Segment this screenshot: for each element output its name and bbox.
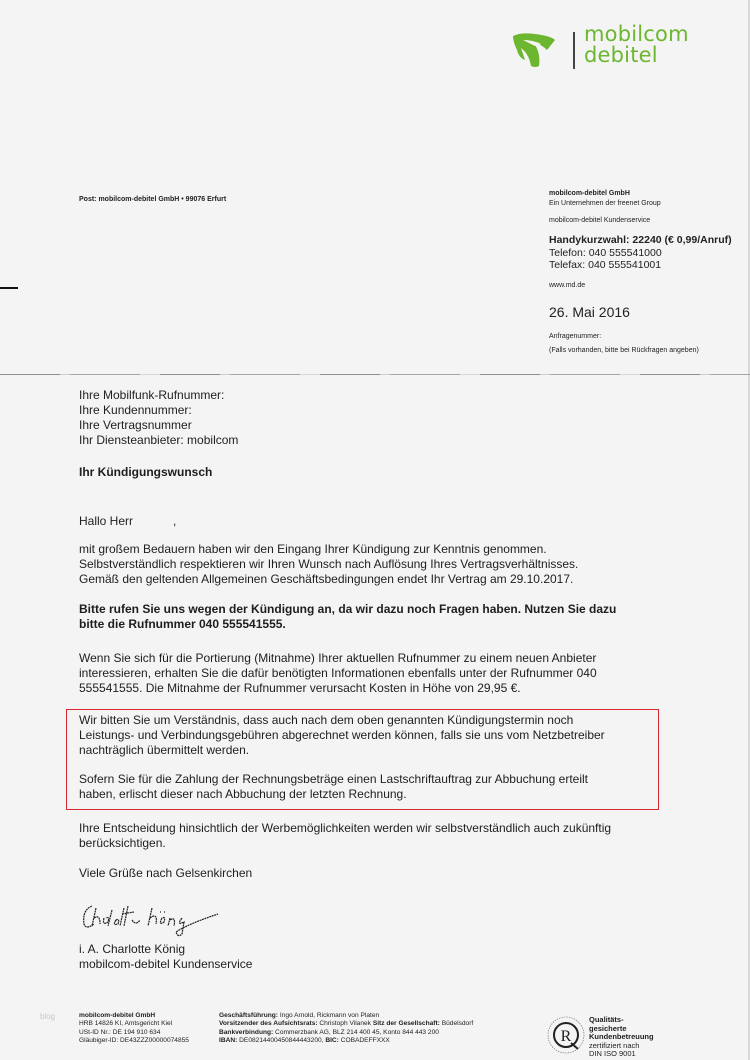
footer-creditor-id: Gläubiger-ID: DE43ZZZ00000074855 xyxy=(79,1037,189,1045)
notice-paragraph-direct-debit xyxy=(79,772,588,802)
p4-line-2: berücksichtigen. xyxy=(79,836,166,850)
footer-legal-info xyxy=(219,1012,473,1046)
bic-label: BIC: xyxy=(325,1037,339,1045)
fold-line xyxy=(0,374,750,375)
customer-number-label: Ihre Kundennummer: xyxy=(79,403,192,417)
closing-greeting: Viele Grüße nach Gelsenkirchen xyxy=(79,866,253,880)
seat-label: Sitz der Gesellschaft: xyxy=(372,1020,440,1028)
provider-label: Ihr Diensteanbieter: mobilcom xyxy=(79,433,239,447)
bic-value: COBADEFFXXX xyxy=(338,1037,390,1045)
notice-p2-line-2: haben, erlischt dieser nach Abbuchung der letzten Rechnung. xyxy=(79,787,407,801)
logo-line-1: mobilcom xyxy=(584,22,689,46)
bank-value: Commerzbank AG, BLZ 214 400 45, Konto 844 443 200 xyxy=(273,1028,439,1036)
p2-line-1: Bitte rufen Sie uns wegen der Kündigung an, da wir dazu noch Fragen haben. Nutzen Sie dazu xyxy=(79,602,617,616)
signatory-department: mobilcom-debitel Kundenservice xyxy=(79,957,253,971)
svg-text:R: R xyxy=(560,1028,572,1045)
watermark-text: blog xyxy=(40,1012,56,1021)
notice-p1-line-1: Wir bitten Sie um Verständnis, dass auch nach dem oben genannten Kündigungstermin noch xyxy=(79,713,574,727)
seat-value: Büdelsdorf xyxy=(439,1020,474,1028)
quality-line-5: DIN ISO 9001 xyxy=(589,1049,636,1059)
reference-block xyxy=(79,388,238,448)
p1-line-1: mit großem Bedauern haben wir den Eingang Ihrer Kündigung zur Kenntnis genommen. xyxy=(79,542,547,556)
paragraph-advertising xyxy=(79,821,611,851)
footer-company-name: mobilcom-debitel GmbH xyxy=(79,1012,156,1019)
p3-line-3: 555541555. Die Mitnahme der Rufnummer verursacht Kosten in Höhe von 29,95 €. xyxy=(79,681,521,695)
paragraph-cancellation-confirmed xyxy=(79,542,578,587)
brand-logo-icon xyxy=(511,30,557,70)
notice-p1-line-2: Leistungs- und Verbindungsgebühren abgerechnet werden können, falls sie uns vom Netzbetreiber xyxy=(79,728,605,742)
request-number-hint: (Falls vorhanden, bitte bei Rückfragen angeben) xyxy=(549,346,699,354)
quality-seal-icon xyxy=(545,1013,587,1057)
iban-value: DE08214400450844443200, xyxy=(237,1037,326,1045)
board-label: Vorsitzender des Aufsichtsrats: xyxy=(219,1020,318,1028)
footer-register: HRB 14826 KI, Amtsgericht Kiel xyxy=(79,1020,173,1028)
signature-block xyxy=(79,942,252,972)
footer-vat-id: USt-ID Nr.: DE 194 910 634 xyxy=(79,1028,161,1036)
mobilcom-debitel-logo xyxy=(511,22,701,78)
handwritten-signature xyxy=(78,900,248,940)
signatory-name: i. A. Charlotte König xyxy=(79,942,186,956)
notice-p1-line-3: nachträglich übermittelt werden. xyxy=(79,743,250,757)
p1-line-3: Gemäß den geltenden Allgemeinen Geschäftsbedingungen endet Ihr Vertrag am 29.10.2017. xyxy=(79,572,574,586)
p2-line-2: bitte die Rufnummer 040 555541555. xyxy=(79,617,286,631)
quality-line-3: Kundenbetreuung xyxy=(589,1032,654,1042)
management-label: Geschäftsführung: xyxy=(219,1012,278,1019)
iban-label: IBAN: xyxy=(219,1037,238,1045)
letter-date: 26. Mai 2016 xyxy=(549,303,630,320)
website: www.md.de xyxy=(549,281,586,289)
management-value: Ingo Arnold, Rickmann von Platen xyxy=(277,1012,380,1019)
quality-line-4: zertifiziert nach xyxy=(589,1040,640,1050)
fax-number: Telefax: 040 555541001 xyxy=(549,259,662,271)
board-value: Christoph Vilanek xyxy=(317,1020,373,1028)
bank-label: Bankverbindung: xyxy=(219,1028,274,1036)
logo-wordmark xyxy=(584,24,689,66)
quality-certification xyxy=(589,1016,654,1059)
subject-line: Ihr Kündigungswunsch xyxy=(79,465,213,479)
sender-address-line: Post: mobilcom-debitel GmbH • 99076 Erfurt xyxy=(79,196,227,203)
footer-company-register xyxy=(79,1012,189,1046)
request-number-label: Anfragenummer: xyxy=(549,332,602,340)
mobile-number-label: Ihre Mobilfunk-Rufnummer: xyxy=(79,388,225,402)
company-info-block xyxy=(549,189,744,356)
p4-line-1: Ihre Entscheidung hinsichtlich der Werbemöglichkeiten werden wir selbstverständlich auch zukünftig xyxy=(79,821,612,835)
company-name: mobilcom-debitel GmbH xyxy=(549,190,630,197)
paragraph-number-porting xyxy=(79,651,597,696)
contract-number-label: Ihre Vertragsnummer xyxy=(79,418,192,432)
p1-line-2: Selbstverständlich respektieren wir Ihren Wunsch nach Auflösung Ihres Vertragsverhältnisses. xyxy=(79,557,579,571)
company-group: Ein Unternehmen der freenet Group xyxy=(549,200,661,207)
logo-divider xyxy=(573,32,575,69)
phone-number: Telefon: 040 555541000 xyxy=(549,246,662,259)
scan-mark xyxy=(0,287,18,289)
quality-line-2: gesicherte xyxy=(589,1023,627,1033)
p3-line-2: interessieren, erhalten Sie die dafür benötigten Informationen ebenfalls unter der Rufnummer 040 xyxy=(79,666,597,680)
quality-line-1: Qualitäts- xyxy=(589,1015,624,1024)
p3-line-1: Wenn Sie sich für die Portierung (Mitnahme) Ihrer aktuellen Rufnummer zu einem neuen Anbieter xyxy=(79,651,597,665)
notice-paragraph-fees xyxy=(79,713,605,758)
shortdial-number: Handykurzwahl: 22240 (€ 0,99/Anruf) xyxy=(549,234,732,246)
paragraph-call-request xyxy=(79,602,616,632)
logo-line-2: debitel xyxy=(584,43,658,67)
salutation: Hallo Herr , xyxy=(79,514,177,528)
department: mobilcom-debitel Kundenservice xyxy=(549,217,651,224)
notice-p2-line-1: Sofern Sie für die Zahlung der Rechnungsbeträge einen Lastschriftauftrag zur Abbuchung erteilt xyxy=(79,772,588,786)
